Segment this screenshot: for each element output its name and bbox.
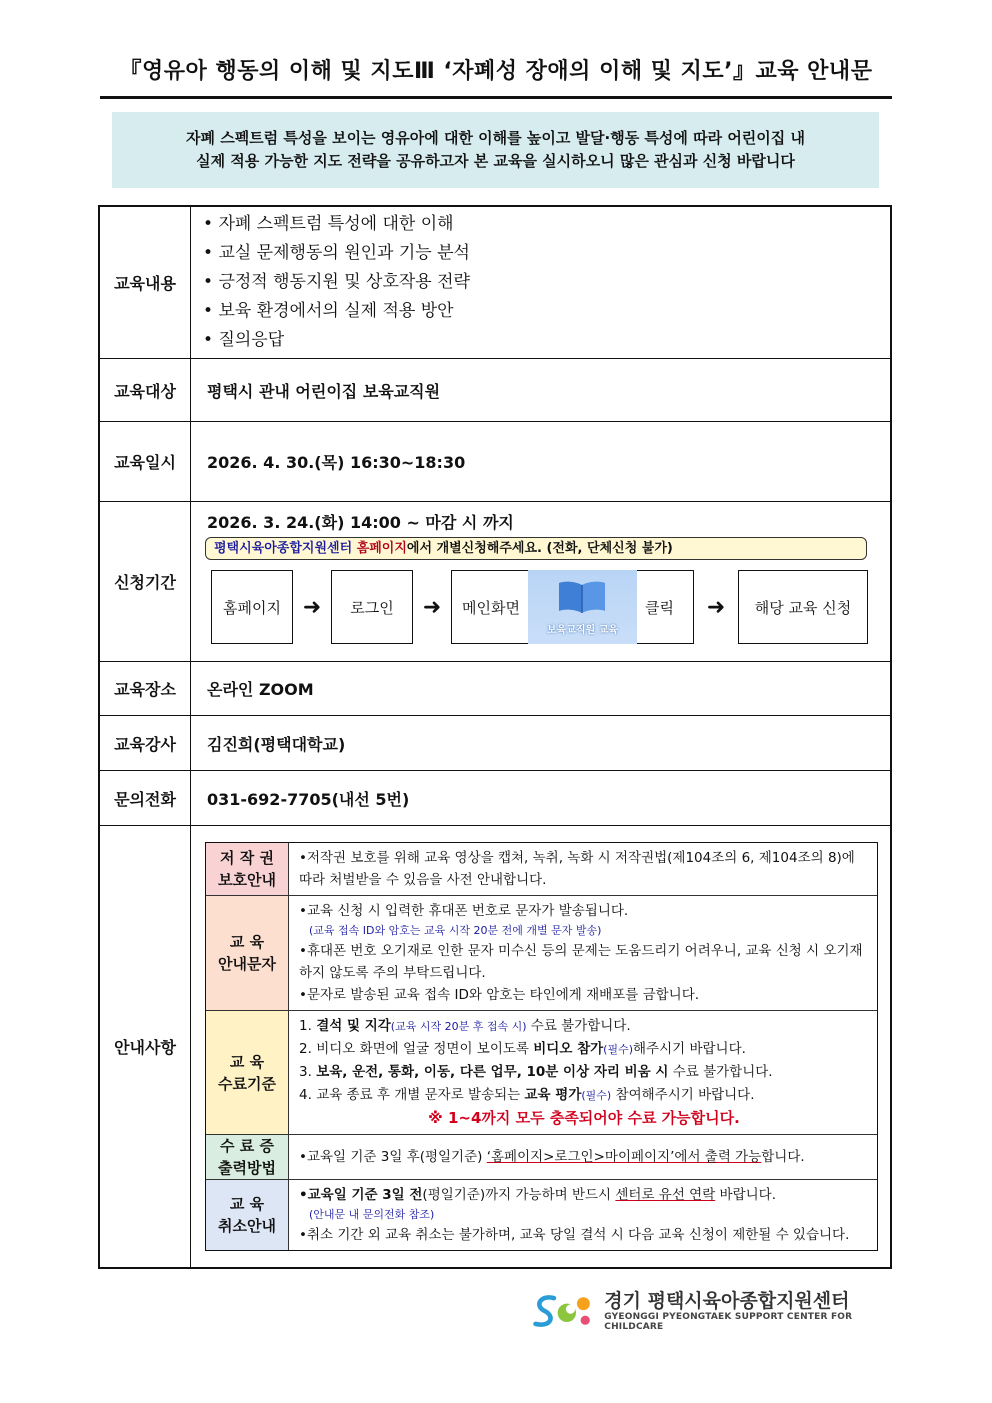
arrow-right-icon: ➜ (422, 594, 442, 620)
notice-label: 저 작 권 보호안내 (206, 843, 289, 895)
notice-label: 교 육 안내문자 (206, 896, 289, 1010)
flow-step-homepage: 홈페이지 (211, 570, 293, 644)
notice-cancel (206, 1180, 877, 1250)
staff-education-menu (528, 570, 637, 644)
notice-text: 1. 결석 및 지각(교육 시작 20분 후 접속 시) 수료 불가합니다. 2. 비디오 화면에 얼굴 정면이 보이도록 비디오 참가(필수)해주시기 바랍니다. 3. 보육, 운전, 통화, 이동, 다른 업무, 10분 이상 자리 비움 시 수료 불가합니다. 4. 교육 종료 후 개별 문자로 발송되는 교육 평가(필수) 참여해주시기 바랍니다. ※ 1~4까지 모두 충족되어야 수료 가능합니다. (289, 1011, 877, 1134)
row-content (100, 207, 890, 359)
row-lecturer (100, 716, 890, 771)
row-value: 온라인 ZOOM (207, 680, 314, 699)
row-value: 2026. 4. 30.(목) 16:30~18:30 (207, 453, 466, 472)
list-item: • 자폐 스펙트럼 특성에 대한 이해 (203, 214, 454, 234)
intro-line: 실제 적용 가능한 지도 전략을 공유하고자 본 교육을 실시하오니 많은 관심과 신청 바랍니다 (196, 152, 795, 170)
notice-label: 교 육 취소안내 (206, 1180, 289, 1250)
intro-box (112, 112, 879, 188)
notice-certificate (206, 1135, 877, 1180)
notice-text: •교육일 기준 3일 전(평일기준)까지 가능하며 반드시 센터로 유선 연락 바랍니다. (안내문 내 문의전화 참조) •취소 기간 외 교육 취소는 불가하며, 교육 당일 결석 시 다음 교육 신청이 제한될 수 있습니다. (299, 1187, 850, 1243)
row-label: 신청기간 (100, 502, 191, 661)
notice-sms (206, 896, 877, 1011)
row-label: 문의전화 (100, 771, 191, 825)
list-item: • 긍정적 행동지원 및 상호작용 전략 (203, 272, 470, 292)
notice-text: •교육 신청 시 입력한 휴대폰 번호로 문자가 발송됩니다. (교육 접속 ID와 암호는 교육 시작 20분 전에 개별 문자 발송) •휴대폰 번호 오기재로 인한 문자 미수신 등의 문제는 도움드리기 어려우니, 교육 신청 시 오기재하지 않도록 주의 부탁드립니다. •문자로 발송된 교육 접속 ID와 암호는 타인에게 재배포를 금합니다. (299, 903, 863, 1003)
apply-period: 2026. 3. 24.(화) 14:00 ~ 마감 시 까지 (207, 513, 514, 532)
notice-copyright (206, 843, 877, 896)
menu-caption: 보육교직원 교육 (546, 624, 619, 636)
apply-flow (211, 570, 890, 644)
arrow-right-icon: ➜ (706, 594, 726, 620)
arrow-right-icon: ➜ (302, 594, 322, 620)
row-value: 031-692-7705(내선 5번) (207, 789, 410, 809)
row-label: 안내사항 (100, 826, 191, 1267)
content-list (191, 207, 890, 358)
intro-line: 자폐 스펙트럼 특성을 보이는 영유아에 대한 이해를 높이고 발달·행동 특성에 따라 어린이집 내 (186, 129, 805, 147)
list-item: • 질의응답 (203, 330, 285, 350)
apply-content (191, 502, 890, 661)
info-table (98, 205, 892, 1269)
flow-step-main (451, 570, 694, 644)
row-label: 교육장소 (100, 662, 191, 715)
notice-text: •저작권 보호를 위해 교육 영상을 캡쳐, 녹취, 녹화 시 저작권법(제104조의 6, 제104조의 8)에 따라 처벌받을 수 있음을 사전 안내합니다. (299, 850, 855, 888)
title-divider (100, 96, 892, 99)
completion-emphasis: ※ 1~4까지 모두 충족되어야 수료 가능합니다. (428, 1109, 740, 1127)
center-name-en: GYEONGGI PYEONGTAEK SUPPORT CENTER FOR CHILDCARE (604, 1312, 853, 1332)
notice-text: •교육일 기준 3일 후(평일기준) ‘홈페이지>로그인>마이페이지’에서 출력 가능합니다. (299, 1149, 805, 1165)
notice-content (191, 826, 890, 1267)
row-value: 평택시 관내 어린이집 보육교직원 (207, 381, 441, 401)
row-value: 김진희(평택대학교) (207, 734, 346, 754)
page-title: 『영유아 행동의 이해 및 지도Ⅲ ‘자폐성 장애의 이해 및 지도’』교육 안내문 (119, 59, 873, 84)
row-label: 교육내용 (100, 207, 191, 358)
flow-step-label: 클릭 (644, 598, 674, 617)
book-icon (556, 579, 608, 615)
row-label: 교육강사 (100, 716, 191, 770)
notice-table (205, 842, 878, 1251)
list-item: • 보육 환경에서의 실제 적용 방안 (203, 301, 454, 321)
apply-note: 평택시육아종합지원센터 홈페이지에서 개별신청해주세요. (전화, 단체신청 불가) (205, 537, 867, 560)
footer-logo (530, 1288, 890, 1334)
row-contact (100, 771, 890, 826)
flow-step-apply: 해당 교육 신청 (738, 570, 868, 644)
row-place (100, 662, 890, 716)
row-notice (100, 826, 890, 1267)
footer-names (604, 1290, 890, 1332)
flow-step-login: 로그인 (331, 570, 413, 644)
notice-label: 수 료 증 출력방법 (206, 1135, 289, 1179)
row-apply (100, 502, 890, 662)
row-target (100, 359, 890, 422)
notice-completion (206, 1011, 877, 1135)
row-label: 교육일시 (100, 422, 191, 501)
center-name: 경기 평택시육아종합지원센터 (604, 1290, 850, 1312)
flow-step-label: 메인화면 (462, 598, 520, 617)
notice-label: 교 육 수료기준 (206, 1011, 289, 1134)
row-label: 교육대상 (100, 359, 191, 421)
row-datetime (100, 422, 890, 502)
center-logo-icon (530, 1289, 596, 1333)
list-item: • 교실 문제행동의 원인과 기능 분석 (203, 243, 470, 263)
